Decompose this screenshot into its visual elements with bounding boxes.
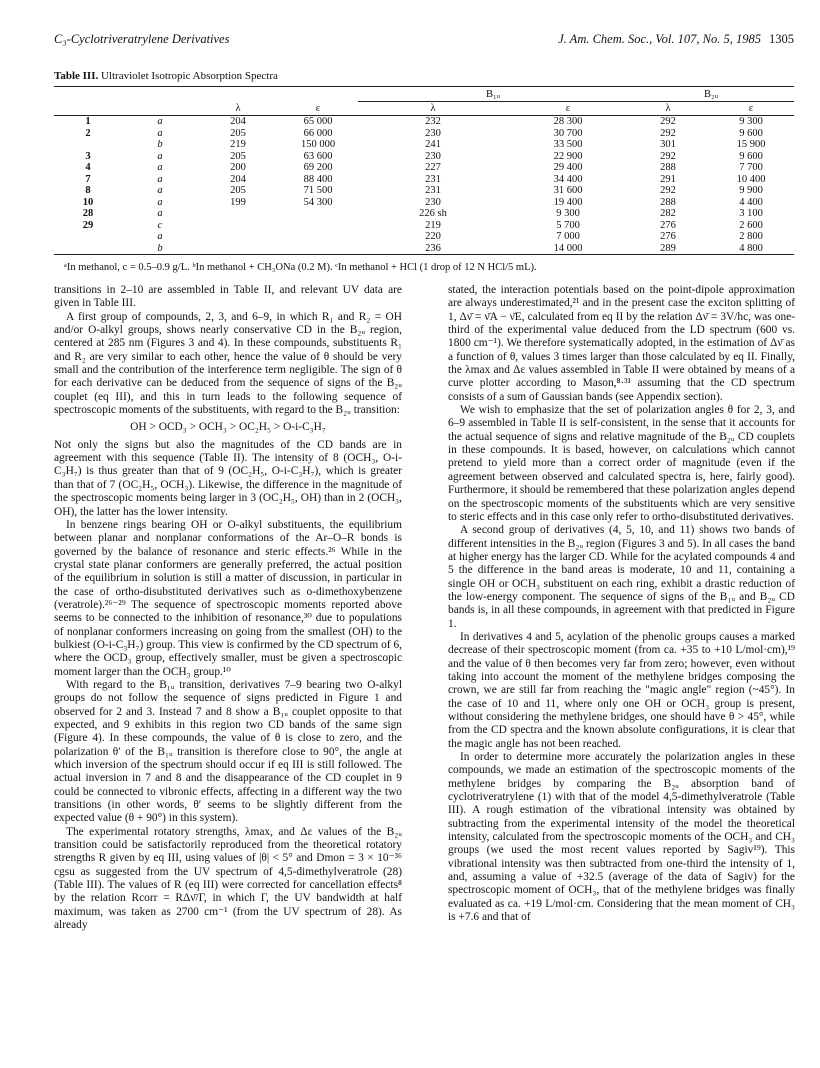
lambda-cell	[198, 208, 278, 220]
condition-cell: a	[157, 162, 163, 173]
epsilon-cell: 9 600	[739, 150, 763, 162]
compound-number-cell: 29	[82, 219, 94, 231]
paragraph: The experimental rotatory strengths, λmax, and Δε values of the B₂ᵤ transition could be satisfactorily reproduced from the theoretical rotatory strengths R given by eq III, using values of |θ| < 5° and Dmon = 3 × 10⁻³⁶ cgsu as suggested from the UV spectrum of 4,5-dimethylveratrole (28) (Table III). The values of R (eq III) were corrected for cancellation effects⁸ by the relation Rcorr = RΔν̄/Γ, in which Γ, the UV bandwidth at half maximum, was taken as 2700 cm⁻¹ (from the UV spectrum of 28). As already	[54, 825, 402, 932]
lambda-cell: 230	[425, 150, 441, 162]
paragraph: Not only the signs but also the magnitudes of the CD bands are in agreement with this sequence (Table II). The intensity of 8 (OCH₃, O-i-C₃H₇) is thus greater than that of 9 (OC₂H₅, O-i-C₃H₇), which is greater than that of 7 (OC₂H₅, OCH₃). Likewise, the difference in the magnitude of the spectroscopic moments being larger in 3 (OC₂H₅, OH) than in 2 (OCH₃, OH), the latter has the lower intensity.	[54, 438, 402, 518]
col-header-lambda: λ	[358, 102, 508, 116]
table-row	[54, 220, 794, 232]
compound-number-cell: 2	[85, 127, 91, 139]
epsilon-cell: 22 900	[553, 150, 583, 162]
lambda-cell: 219	[230, 139, 246, 150]
epsilon-cell: 71 500	[303, 185, 333, 196]
table-row	[54, 128, 794, 140]
page-number: 1305	[769, 32, 794, 46]
left-text-column	[54, 284, 402, 933]
paragraph: A first group of compounds, 2, 3, and 6–9, in which R₁ and R₂ = OH and/or O-alkyl groups, shows nearly conservative CD in the B₂ᵤ region, centered at 285 nm (Figures 3 and 4). In these compounds, substituents R₁ and R₂ are very similar to each other, hence the value of θ should be very small and the contribution of the interference term negligible. The sign of θ for each derivative can be deduced from the sequence of signs of the B₂ᵤ couplet (eq III), and this in turn leads to the following sequence of spectroscopic moments of the substituents, with regard to the B₂ᵤ transition:	[54, 310, 402, 417]
epsilon-cell: 69 200	[303, 162, 333, 173]
table-row	[54, 162, 794, 174]
table-row	[54, 139, 794, 151]
col-header-eps: ε	[278, 102, 358, 116]
compound-number-cell: 28	[82, 208, 94, 219]
epsilon-cell: 14 000	[508, 243, 628, 255]
compound-number-cell	[54, 231, 122, 243]
compound-number-cell	[54, 243, 122, 255]
epsilon-cell: 2 600	[739, 219, 763, 231]
condition-cell: c	[157, 219, 163, 231]
col-header-eps: ε	[708, 102, 794, 116]
right-text-column	[448, 284, 795, 925]
epsilon-cell	[278, 243, 358, 255]
equation: OH > OCD₃ > OCH₃ > OC₂H₅ > O-i-C₃H₇	[130, 421, 326, 434]
lambda-cell: 219	[425, 219, 441, 231]
lambda-cell: 204	[230, 116, 246, 127]
epsilon-cell: 54 300	[303, 196, 333, 208]
epsilon-cell: 9 600	[739, 127, 763, 139]
epsilon-cell: 15 900	[736, 139, 766, 150]
col-header-lambda: λ	[628, 102, 708, 116]
lambda-cell: 291	[660, 173, 676, 185]
table-row	[54, 174, 794, 186]
lambda-cell: 241	[425, 139, 441, 150]
lambda-cell: 236	[358, 243, 508, 255]
lambda-cell: 288	[660, 162, 676, 173]
epsilon-cell: 5 700	[556, 219, 580, 231]
epsilon-cell: 63 600	[303, 150, 333, 162]
epsilon-cell: 4 800	[708, 243, 794, 255]
compound-number-cell: 3	[85, 150, 91, 162]
paragraph: In benzene rings bearing OH or O-alkyl substituents, the equilibrium between planar and nonplanar conformations of the Ar–O–R bonds is governed by the balance of resonance and steric effects.²⁶ While in the crystal state planar conformers are generally preferred, the actual position of the equilibrium in solution is still a matter of discussion, in particular in the case of ortho-disubstituted derivatives such as o-dimethoxybenzene (veratrole).²⁶⁻²⁹ The sequence of spectroscopic moments reported above seems to be connected to the inhibition of resonance,³⁰ due to populations of nonplanar conformers increasing on going from the smallest (OH) to the bulkiest (O-i-C₃H₇) group. This view is confirmed by the CD spectrum of 6, where the OCD₃ group, effectively smaller, must be given a spectroscopic moment larger than the OCH₃ group.¹⁰	[54, 518, 402, 678]
table-row	[54, 208, 794, 220]
epsilon-cell: 29 400	[553, 162, 583, 173]
lambda-cell	[198, 243, 278, 255]
epsilon-cell: 7 000	[556, 231, 580, 242]
uv-spectra-table	[54, 86, 794, 255]
table-row	[54, 243, 794, 255]
epsilon-cell: 88 400	[303, 173, 333, 185]
condition-cell: a	[157, 231, 163, 242]
compound-number-cell: 8	[85, 185, 91, 196]
epsilon-cell: 30 700	[553, 127, 583, 139]
col-header-eps: ε	[508, 102, 628, 116]
epsilon-cell: 3 100	[739, 208, 763, 219]
lambda-cell: 226 sh	[419, 208, 447, 219]
col-header-lambda: λ	[198, 102, 278, 116]
running-title: C₃-Cyclotriveratrylene Derivatives	[54, 32, 230, 46]
compound-number-cell: 1	[85, 116, 91, 127]
epsilon-cell: 19 400	[553, 196, 583, 208]
lambda-cell: 292	[660, 185, 676, 196]
lambda-cell: 199	[230, 196, 246, 208]
condition-cell: a	[157, 116, 163, 127]
condition-cell: a	[157, 185, 163, 196]
table-column-header-row	[54, 102, 794, 116]
condition-cell: a	[157, 196, 163, 208]
epsilon-cell: 150 000	[300, 139, 336, 150]
epsilon-cell: 33 500	[553, 139, 583, 150]
paragraph: transitions in 2–10 are assembled in Table II, and relevant UV data are given in Table III.	[54, 284, 402, 310]
table-footnote: ᵃIn methanol, c = 0.5–0.9 g/L. ᵇIn methanol + CH₃ONa (0.2 M). ᶜIn methanol + HCl (1 drop of 12 N HCl/5 mL).	[64, 262, 537, 273]
lambda-cell	[198, 231, 278, 243]
condition-cell: a	[157, 208, 163, 219]
lambda-cell: 301	[660, 139, 676, 150]
epsilon-cell: 28 300	[553, 116, 583, 127]
running-header	[54, 32, 794, 50]
condition-cell: a	[157, 150, 163, 162]
table-caption	[54, 70, 278, 82]
epsilon-cell: 7 700	[739, 162, 763, 173]
table-group-header-row	[54, 89, 794, 102]
lambda-cell: 288	[660, 196, 676, 208]
lambda-cell: 205	[230, 150, 246, 162]
lambda-cell: 292	[660, 127, 676, 139]
paragraph: A second group of derivatives (4, 5, 10, and 11) shows two bands of different intensities in the B₂ᵤ region (Figures 3 and 5). In all cases the band at higher energy has the larger CD. While for the acylated compounds 4 and 5 the difference in the band areas is moderate, 10 and 11, containing a single OH or OCH₃ substituent on each ring, exhibit a drastic reduction of the low-energy component. The sequence of signs of the B₁ᵤ and B₂ᵤ CD bands is, in all these compounds, in agreement with that predicted in Figure 1.	[448, 524, 795, 630]
condition-cell: a	[157, 173, 163, 185]
epsilon-cell: 4 400	[739, 196, 763, 208]
epsilon-cell: 9 900	[739, 185, 763, 196]
table-label: Table III.	[54, 70, 99, 82]
journal-name: J. Am. Chem. Soc., Vol. 107, No. 5, 1985	[558, 32, 761, 46]
table-row	[54, 151, 794, 163]
compound-number-cell: 7	[85, 173, 91, 185]
paragraph: stated, the interaction potentials based on the point-dipole approximation are always underestimated,²¹ and in the present case the exciton splitting of 1, Δν̄ = ν̄A − ν̄E, calculated from eq II by the relation Δν̄ = 3V/hc, was one-third of the experimental value deduced from the LD spectrum (600 vs. 1800 cm⁻¹). We therefore systematically adopted, in the estimation of Δν̄ as a function of θ, values 3 times larger than those calculated by eq II. Finally, the λmax and Δε values assembled in Table II were obtained by means of a curve plotter according to Mason,⁸·³¹ assuming that the CD spectrum consists of a sum of Gaussian bands (see Appendix section).	[448, 284, 795, 403]
condition-cell: b	[157, 139, 163, 150]
table-body	[54, 116, 794, 255]
lambda-cell: 232	[425, 116, 441, 127]
lambda-cell: 230	[425, 196, 441, 208]
lambda-cell: 292	[660, 116, 676, 127]
paragraph: We wish to emphasize that the set of polarization angles θ for 2, 3, and 6–9 assembled in Table II is self-consistent, in the sense that it accounts for the actual sequence of signs and relative magnitude of the B₂ᵤ CD couplets in these compounds. It is based, however, on calculations which cannot pretend to yield more than a correct order of magnitude (even if the agreement between observed and calculated spectra is, here, fairly good). Furthermore, it should be remembered that these polarization angles depend on the spectroscopic moments of the substituents which are very sensitive to steric effects and in this case only refer to ortho-disubstituted derivatives.	[448, 404, 795, 523]
lambda-cell	[198, 220, 278, 232]
group-header-b1u: B₁ᵤ	[358, 89, 628, 102]
lambda-cell: 231	[425, 173, 441, 185]
lambda-cell: 276	[660, 231, 676, 242]
lambda-cell: 231	[425, 185, 441, 196]
paragraph: With regard to the B₁ᵤ transition, derivatives 7–9 bearing two O-alkyl groups do not follow the sequence of signs predicted in Figure 1 and observed for 2 and 3. Instead 7 and 8 show a B₁ᵤ couplet opposite to that expected, and 9 exhibits in this region two CD bands of the same sign (Figure 4). In these compounds, the value of θ is close to zero, and the polarization θ′ of the B₁ᵤ transition is therefore close to 90°, the angle at which inversion of the spectrum should occur if eq III is still followed. The actual inversion in 7 and 8 and the disappearance of the CD couplet in 9 could be connected to vibronic effects, affecting in a different way the two transitions (in other words, θ′ seems to be slightly different from the expected value (θ + 90°) in this system).	[54, 678, 402, 825]
epsilon-cell: 65 000	[303, 116, 333, 127]
compound-number-cell	[54, 139, 122, 151]
epsilon-cell	[278, 208, 358, 220]
lambda-cell: 292	[660, 150, 676, 162]
table-row	[54, 197, 794, 209]
table-caption-text: Ultraviolet Isotropic Absorption Spectra	[100, 70, 278, 82]
lambda-cell: 200	[230, 162, 246, 173]
epsilon-cell	[278, 231, 358, 243]
epsilon-cell: 9 300	[739, 116, 763, 127]
lambda-cell: 282	[660, 208, 676, 219]
table-row	[54, 116, 794, 128]
compound-number-cell: 10	[82, 196, 94, 208]
epsilon-cell: 31 600	[553, 185, 583, 196]
table-row	[54, 185, 794, 197]
condition-cell: b	[122, 243, 198, 255]
compound-number-cell: 4	[85, 162, 91, 173]
lambda-cell: 289	[628, 243, 708, 255]
group-header-b2u: B₂ᵤ	[628, 89, 794, 102]
epsilon-cell: 34 400	[553, 173, 583, 185]
lambda-cell: 204	[230, 173, 246, 185]
lambda-cell: 230	[425, 127, 441, 139]
epsilon-cell: 9 300	[556, 208, 580, 219]
lambda-cell: 227	[425, 162, 441, 173]
paragraph: In derivatives 4 and 5, acylation of the phenolic groups causes a marked decrease of their spectroscopic moment (from ca. +35 to +10 L/mol·cm),¹⁹ and the value of θ then becomes very far from zero; however, even without taking into account the moment of the methylene bridges composing the crown, we are still far from reaching the "magic angle" region (~45°). In the case of 10 and 11, where only one OH or OCH₃ group is present, without considering the methylene bridges, one should have θ > 45°, while from the CD spectra and the known absolute configurations, it is clear that the magic angle has not been reached.	[448, 630, 795, 750]
epsilon-cell	[278, 220, 358, 232]
journal-citation	[558, 32, 794, 47]
table-row	[54, 231, 794, 243]
epsilon-cell: 10 400	[736, 173, 766, 185]
epsilon-cell: 66 000	[303, 127, 333, 139]
lambda-cell: 276	[660, 219, 676, 231]
lambda-cell: 205	[230, 127, 246, 139]
lambda-cell: 205	[230, 185, 246, 196]
lambda-cell: 220	[425, 231, 441, 242]
epsilon-cell: 2 800	[739, 231, 763, 242]
condition-cell: a	[157, 127, 163, 139]
paragraph: In order to determine more accurately the polarization angles in these compounds, we made an estimation of the spectroscopic moments of the methylene bridges by comparing the B₂ᵤ absorption band of cyclotriveratrylene (1) with that of the model 4,5-dimethylveratrole (Table III). A rough estimation of the vibrational intensity was obtained by subtracting from the experimental intensity of the model the theoretical intensity, calculated from the spectroscopic moments of the OCH₃ and CH₃ groups (we used the most recent values reported by Sagiv¹⁹). This vibrational intensity was then subtracted from one-third the intensity of 1, and, assuming a value of +32.5 (average of the data of Sagiv) for the spectroscopic moment of OCH₃, that of the methylene bridges was finally evaluated as ca. +19 L/mol·cm. Considering that the mean moment of CH₃ is +7.6 and that of	[448, 751, 795, 924]
